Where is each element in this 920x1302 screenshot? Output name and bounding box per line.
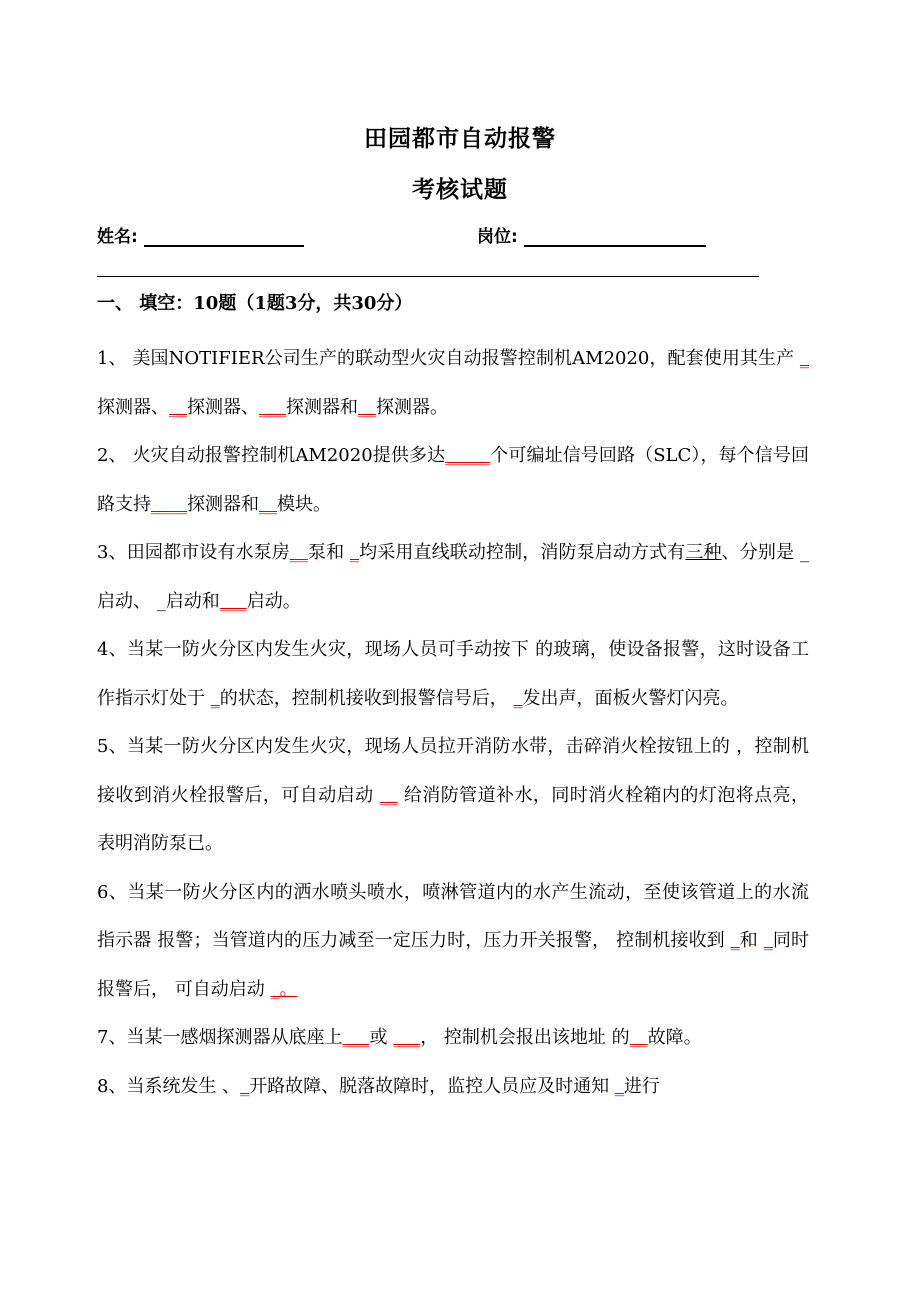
- question-text: 个可编址信号回路（SLC），每个信号回路支持: [97, 445, 809, 515]
- answer-blank[interactable]: __: [259, 493, 277, 515]
- question-text: 开路故障、脱落故障时，监控人员应及时通知: [249, 1075, 615, 1097]
- answer-blank[interactable]: __: [289, 542, 308, 563]
- answer-blank[interactable]: ___: [219, 590, 247, 612]
- question-text: 6、当某一防火分区内的洒水喷头喷水，喷淋管道内的水产生流动，至使该管道上的水流指示器 报警；当管道内的压力减至一定压力时，压力开关报警， 控制机接收到: [97, 881, 809, 951]
- question-text: 或: [369, 1027, 394, 1048]
- question-text: 1、 美国NOTIFIER公司生产的联动型火灾自动报警控制机AM2020，配套使用其生产: [97, 348, 800, 369]
- answer-blank[interactable]: __: [358, 396, 376, 418]
- question-text: 探测器。: [376, 396, 448, 418]
- question-item: [97, 1063, 809, 1112]
- answer-blank[interactable]: _: [800, 348, 809, 369]
- position-label: 岗位:: [477, 227, 518, 247]
- answer-blank[interactable]: __: [379, 784, 398, 806]
- question-text: 4、当某一防火分区内发生火灾，现场人员可手动按下 的玻璃，使设备报警，这时设备工作指示灯处于: [97, 639, 809, 709]
- question-text: 3、田园都市设有水泵房: [97, 542, 290, 563]
- answer-blank[interactable]: _: [350, 542, 360, 563]
- question-item: [97, 1014, 809, 1063]
- question-text: 同时报警后， 可自动启动: [97, 930, 809, 1000]
- question-text: 5、当某一防火分区内发生火灾，现场人员拉开消防水带，击碎消火栓按钮上的 ，控制机接收到消火栓报警后，可自动启动: [97, 736, 809, 806]
- position-fill-line[interactable]: [524, 226, 706, 247]
- name-label: 姓名:: [97, 227, 138, 247]
- question-item: [97, 723, 809, 869]
- question-text: 2、 火灾自动报警控制机AM2020提供多达: [97, 445, 446, 466]
- question-text: 均采用直线联动控制，消防泵启动方式有: [359, 542, 686, 563]
- question-text: 故障。: [647, 1027, 702, 1048]
- section-heading: 一、 填空：10题（1题3分，共30分）: [97, 293, 413, 314]
- question-item: [97, 432, 809, 529]
- answer-blank[interactable]: __: [169, 396, 187, 418]
- question-text: 7、当某一感烟探测器从底座上: [97, 1027, 343, 1048]
- answer-blank[interactable]: _: [240, 1075, 250, 1097]
- question-text: 启动。: [246, 590, 301, 612]
- question-text: 三种: [685, 542, 722, 563]
- answer-blank[interactable]: _: [210, 687, 220, 709]
- question-text: 探测器和: [187, 493, 259, 515]
- answer-blank[interactable]: __: [629, 1027, 648, 1048]
- question-text: 、分别是 _启动、 _启动和: [97, 542, 809, 612]
- question-text: 泵和: [307, 542, 351, 563]
- answer-blank[interactable]: _: [614, 1075, 624, 1097]
- answer-blank[interactable]: _: [513, 687, 523, 709]
- question-text: 发出声，面板火警灯闪亮。: [522, 687, 739, 709]
- document-subtitle: 考核试题: [412, 177, 508, 203]
- question-text: 模块。: [277, 493, 331, 515]
- answer-blank[interactable]: ___: [259, 396, 286, 418]
- question-item: [97, 529, 809, 626]
- question-text: 探测器、: [97, 396, 169, 418]
- answer-blank[interactable]: _: [730, 930, 740, 951]
- question-text: ， 控制机会报出该地址 的: [420, 1027, 630, 1048]
- question-text: 探测器和: [286, 396, 358, 418]
- answer-blank[interactable]: ___: [342, 1027, 370, 1048]
- question-text: 进行: [623, 1075, 660, 1097]
- question-text: 8、当系统发生 、: [97, 1075, 241, 1097]
- question-text: 和: [739, 930, 764, 951]
- question-text: 的状态，控制机接收到报警信号后，: [219, 687, 514, 709]
- name-fill-line[interactable]: [144, 226, 304, 247]
- question-text: 给消防管道补水，同时消火栓箱内的灯泡将点亮，表明消防泵已。: [97, 784, 809, 854]
- question-list: [97, 335, 809, 1111]
- answer-blank[interactable]: _: [763, 930, 773, 951]
- position-field-row: [477, 222, 706, 247]
- header-divider: [97, 276, 759, 277]
- answer-blank[interactable]: _____: [445, 445, 491, 466]
- question-text: 探测器、: [187, 396, 259, 418]
- document-title: 田园都市自动报警: [364, 126, 556, 152]
- question-item: [97, 626, 809, 723]
- question-item: [97, 869, 809, 1015]
- answer-blank[interactable]: ___: [393, 1027, 421, 1048]
- question-item: [97, 335, 809, 432]
- answer-blank[interactable]: ____: [151, 493, 187, 515]
- name-field-row: [97, 222, 304, 247]
- answer-blank[interactable]: _。: [270, 978, 298, 1000]
